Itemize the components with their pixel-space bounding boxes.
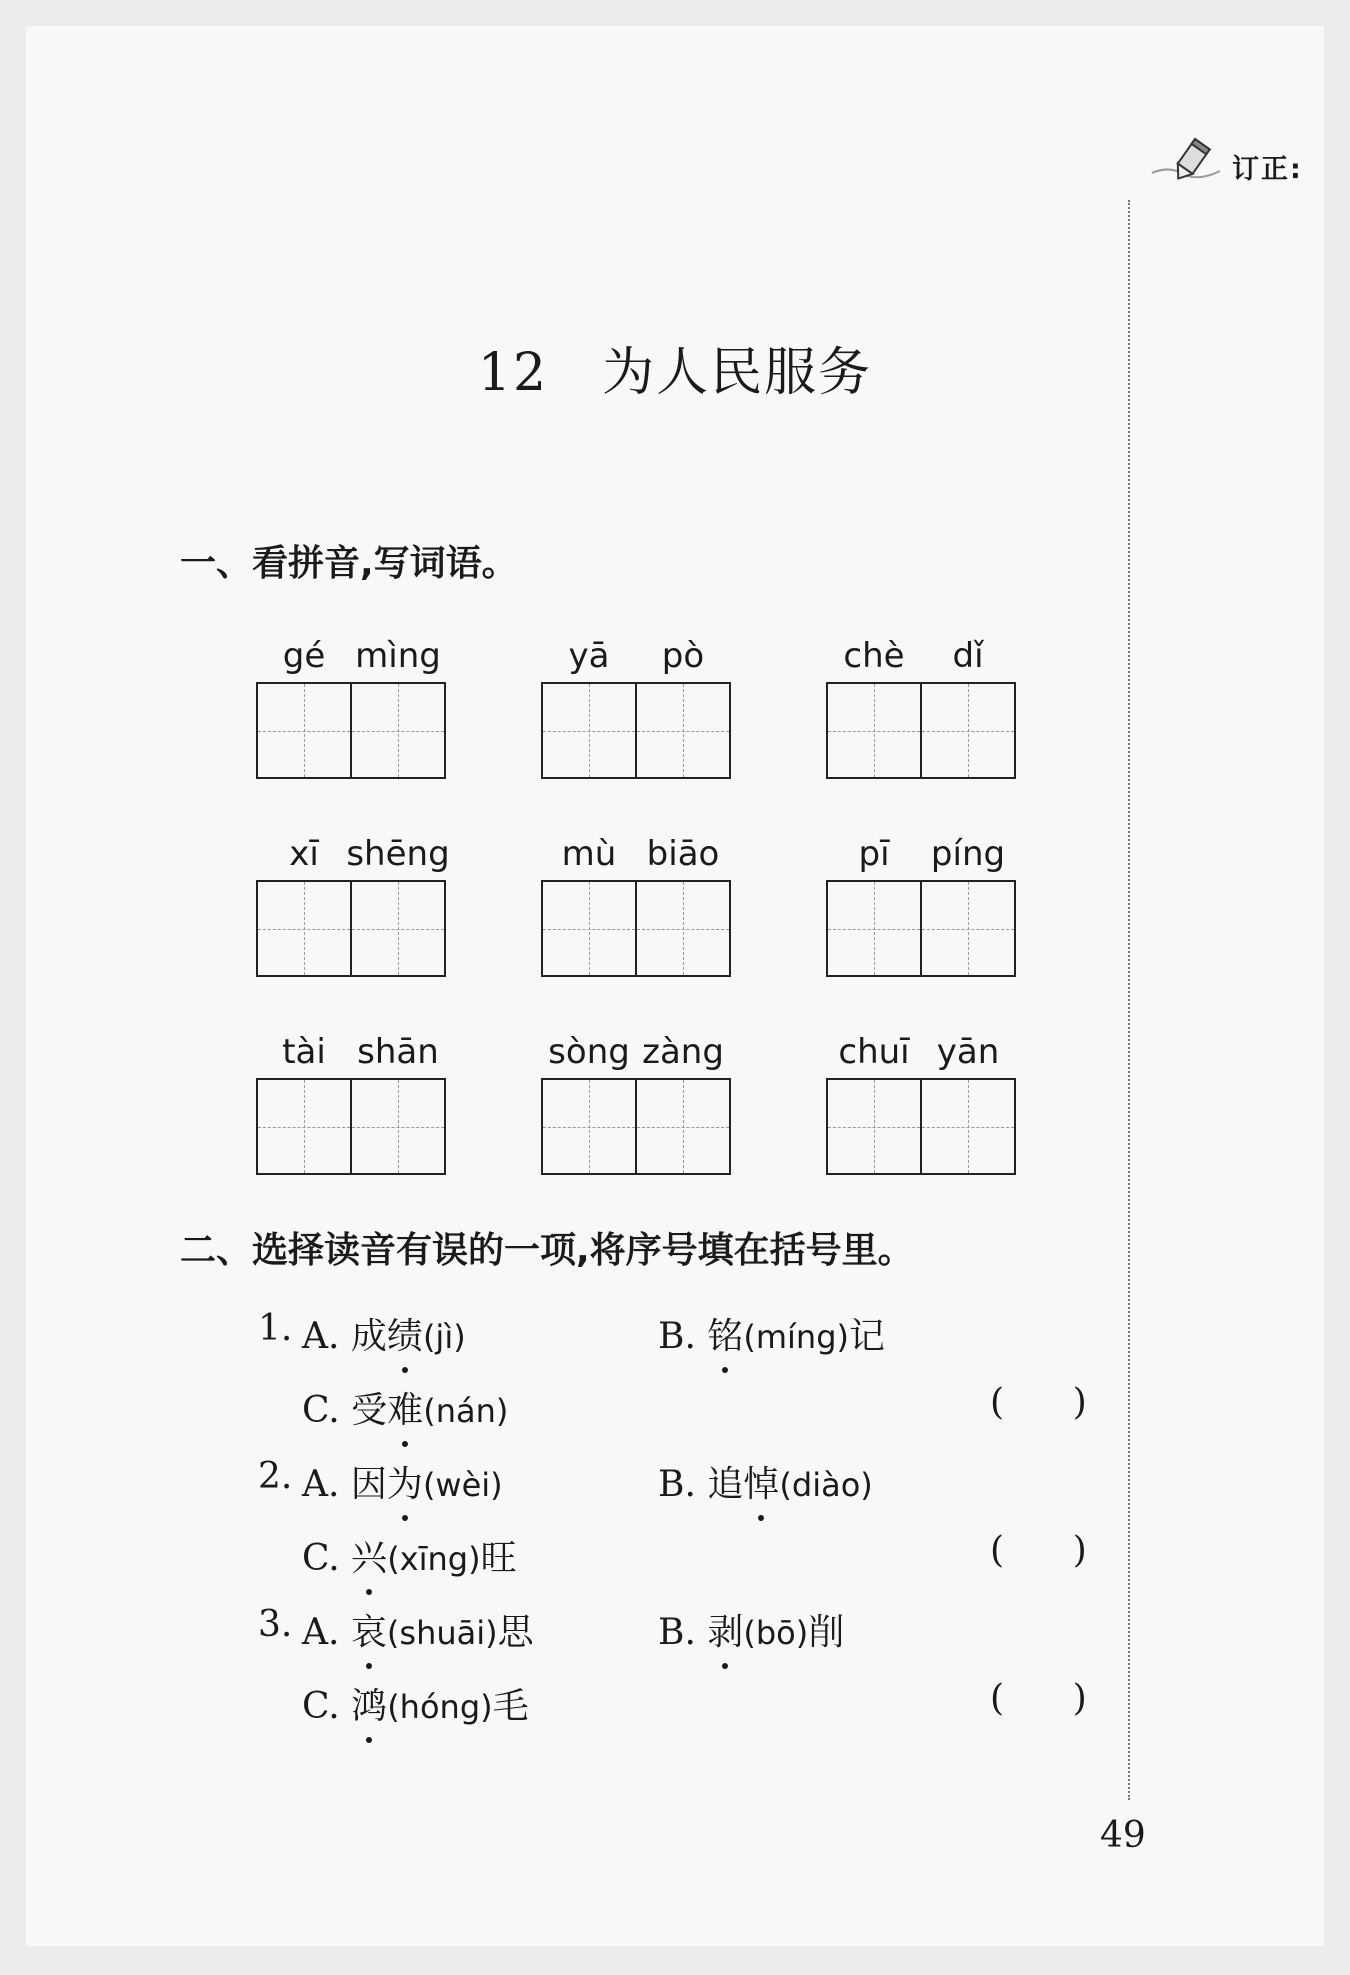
writing-grid[interactable] xyxy=(826,1078,1016,1175)
pinyin: píng xyxy=(930,834,1006,874)
question-number: 1. xyxy=(258,1308,293,1349)
option-c: C. 鸿(hóng)毛 xyxy=(302,1678,529,1729)
writing-grid[interactable] xyxy=(541,1078,731,1175)
char-cell[interactable] xyxy=(637,1080,729,1173)
option-b: B. 铭(míng)记 xyxy=(658,1308,885,1359)
char-cell[interactable] xyxy=(543,1080,637,1173)
correction-area xyxy=(1150,135,1330,195)
dotted-char: 铭 xyxy=(707,1308,743,1359)
option-b: B. 剥(bō)削 xyxy=(658,1604,844,1655)
pinyin: zàng xyxy=(642,1032,724,1072)
char-cell[interactable] xyxy=(258,684,352,777)
dotted-char: 绩 xyxy=(387,1308,423,1359)
char-cell[interactable] xyxy=(543,684,637,777)
lesson-number: 12 xyxy=(477,343,549,403)
writing-grid[interactable] xyxy=(826,880,1016,977)
pinyin: xī xyxy=(289,834,319,874)
answer-blank[interactable]: ( ) xyxy=(990,1530,1087,1571)
char-cell[interactable] xyxy=(828,1080,922,1173)
pinyin: yā xyxy=(568,636,610,676)
pinyin: biāo xyxy=(646,834,720,874)
lesson-name: 为人民服务 xyxy=(602,343,873,403)
section2-heading: 二、选择读音有误的一项,将序号填在括号里。 xyxy=(180,1230,914,1271)
option-a: A. 哀(shuāi)思 xyxy=(302,1604,534,1655)
char-cell[interactable] xyxy=(828,882,922,975)
answer-blank[interactable]: ( ) xyxy=(990,1678,1087,1719)
pinyin: chè xyxy=(843,636,905,676)
char-cell[interactable] xyxy=(828,684,922,777)
dotted-char: 悼 xyxy=(743,1456,779,1507)
pinyin: mù xyxy=(561,834,617,874)
question-number: 2. xyxy=(258,1456,293,1497)
dotted-char: 哀 xyxy=(351,1604,387,1655)
writing-grid[interactable] xyxy=(826,682,1016,779)
writing-grid[interactable] xyxy=(256,880,446,977)
char-cell[interactable] xyxy=(258,882,352,975)
char-cell[interactable] xyxy=(922,882,1014,975)
pinyin: shēng xyxy=(346,834,450,874)
page-number: 49 xyxy=(1100,1815,1146,1856)
char-cell[interactable] xyxy=(922,1080,1014,1173)
pencil-icon xyxy=(1150,135,1240,185)
char-cell[interactable] xyxy=(352,684,444,777)
pinyin: pī xyxy=(858,834,890,874)
lesson-title xyxy=(0,330,1350,405)
option-c: C. 兴(xīng)旺 xyxy=(302,1530,517,1581)
option-b: B. 追悼(diào) xyxy=(658,1456,873,1507)
char-cell[interactable] xyxy=(352,1080,444,1173)
section1-heading: 一、看拼音,写词语。 xyxy=(180,543,518,584)
answer-blank[interactable]: ( ) xyxy=(990,1382,1087,1423)
dotted-char: 难 xyxy=(387,1382,423,1433)
correction-label: 订正: xyxy=(1232,154,1303,185)
margin-divider xyxy=(1128,200,1130,1800)
dotted-char: 为 xyxy=(387,1456,423,1507)
dotted-char: 兴 xyxy=(351,1530,387,1581)
dotted-char: 鸿 xyxy=(351,1678,387,1729)
pinyin: sòng xyxy=(548,1032,630,1072)
question-number: 3. xyxy=(258,1604,293,1645)
pinyin: yān xyxy=(936,1032,1000,1072)
option-a: A. 因为(wèi) xyxy=(302,1456,503,1507)
char-cell[interactable] xyxy=(543,882,637,975)
writing-grid[interactable] xyxy=(256,1078,446,1175)
option-a: A. 成绩(jì) xyxy=(302,1308,466,1359)
pinyin: dǐ xyxy=(952,636,984,676)
writing-grid[interactable] xyxy=(541,682,731,779)
option-c: C. 受难(nán) xyxy=(302,1382,508,1433)
writing-grid[interactable] xyxy=(541,880,731,977)
pinyin: chuī xyxy=(838,1032,910,1072)
char-cell[interactable] xyxy=(637,882,729,975)
pinyin: shān xyxy=(357,1032,439,1072)
char-cell[interactable] xyxy=(258,1080,352,1173)
char-cell[interactable] xyxy=(352,882,444,975)
char-cell[interactable] xyxy=(922,684,1014,777)
pinyin: pò xyxy=(661,636,705,676)
writing-grid[interactable] xyxy=(256,682,446,779)
pinyin: tài xyxy=(282,1032,326,1072)
dotted-char: 剥 xyxy=(707,1604,743,1655)
pinyin: mìng xyxy=(355,636,441,676)
char-cell[interactable] xyxy=(637,684,729,777)
pinyin: gé xyxy=(282,636,326,676)
